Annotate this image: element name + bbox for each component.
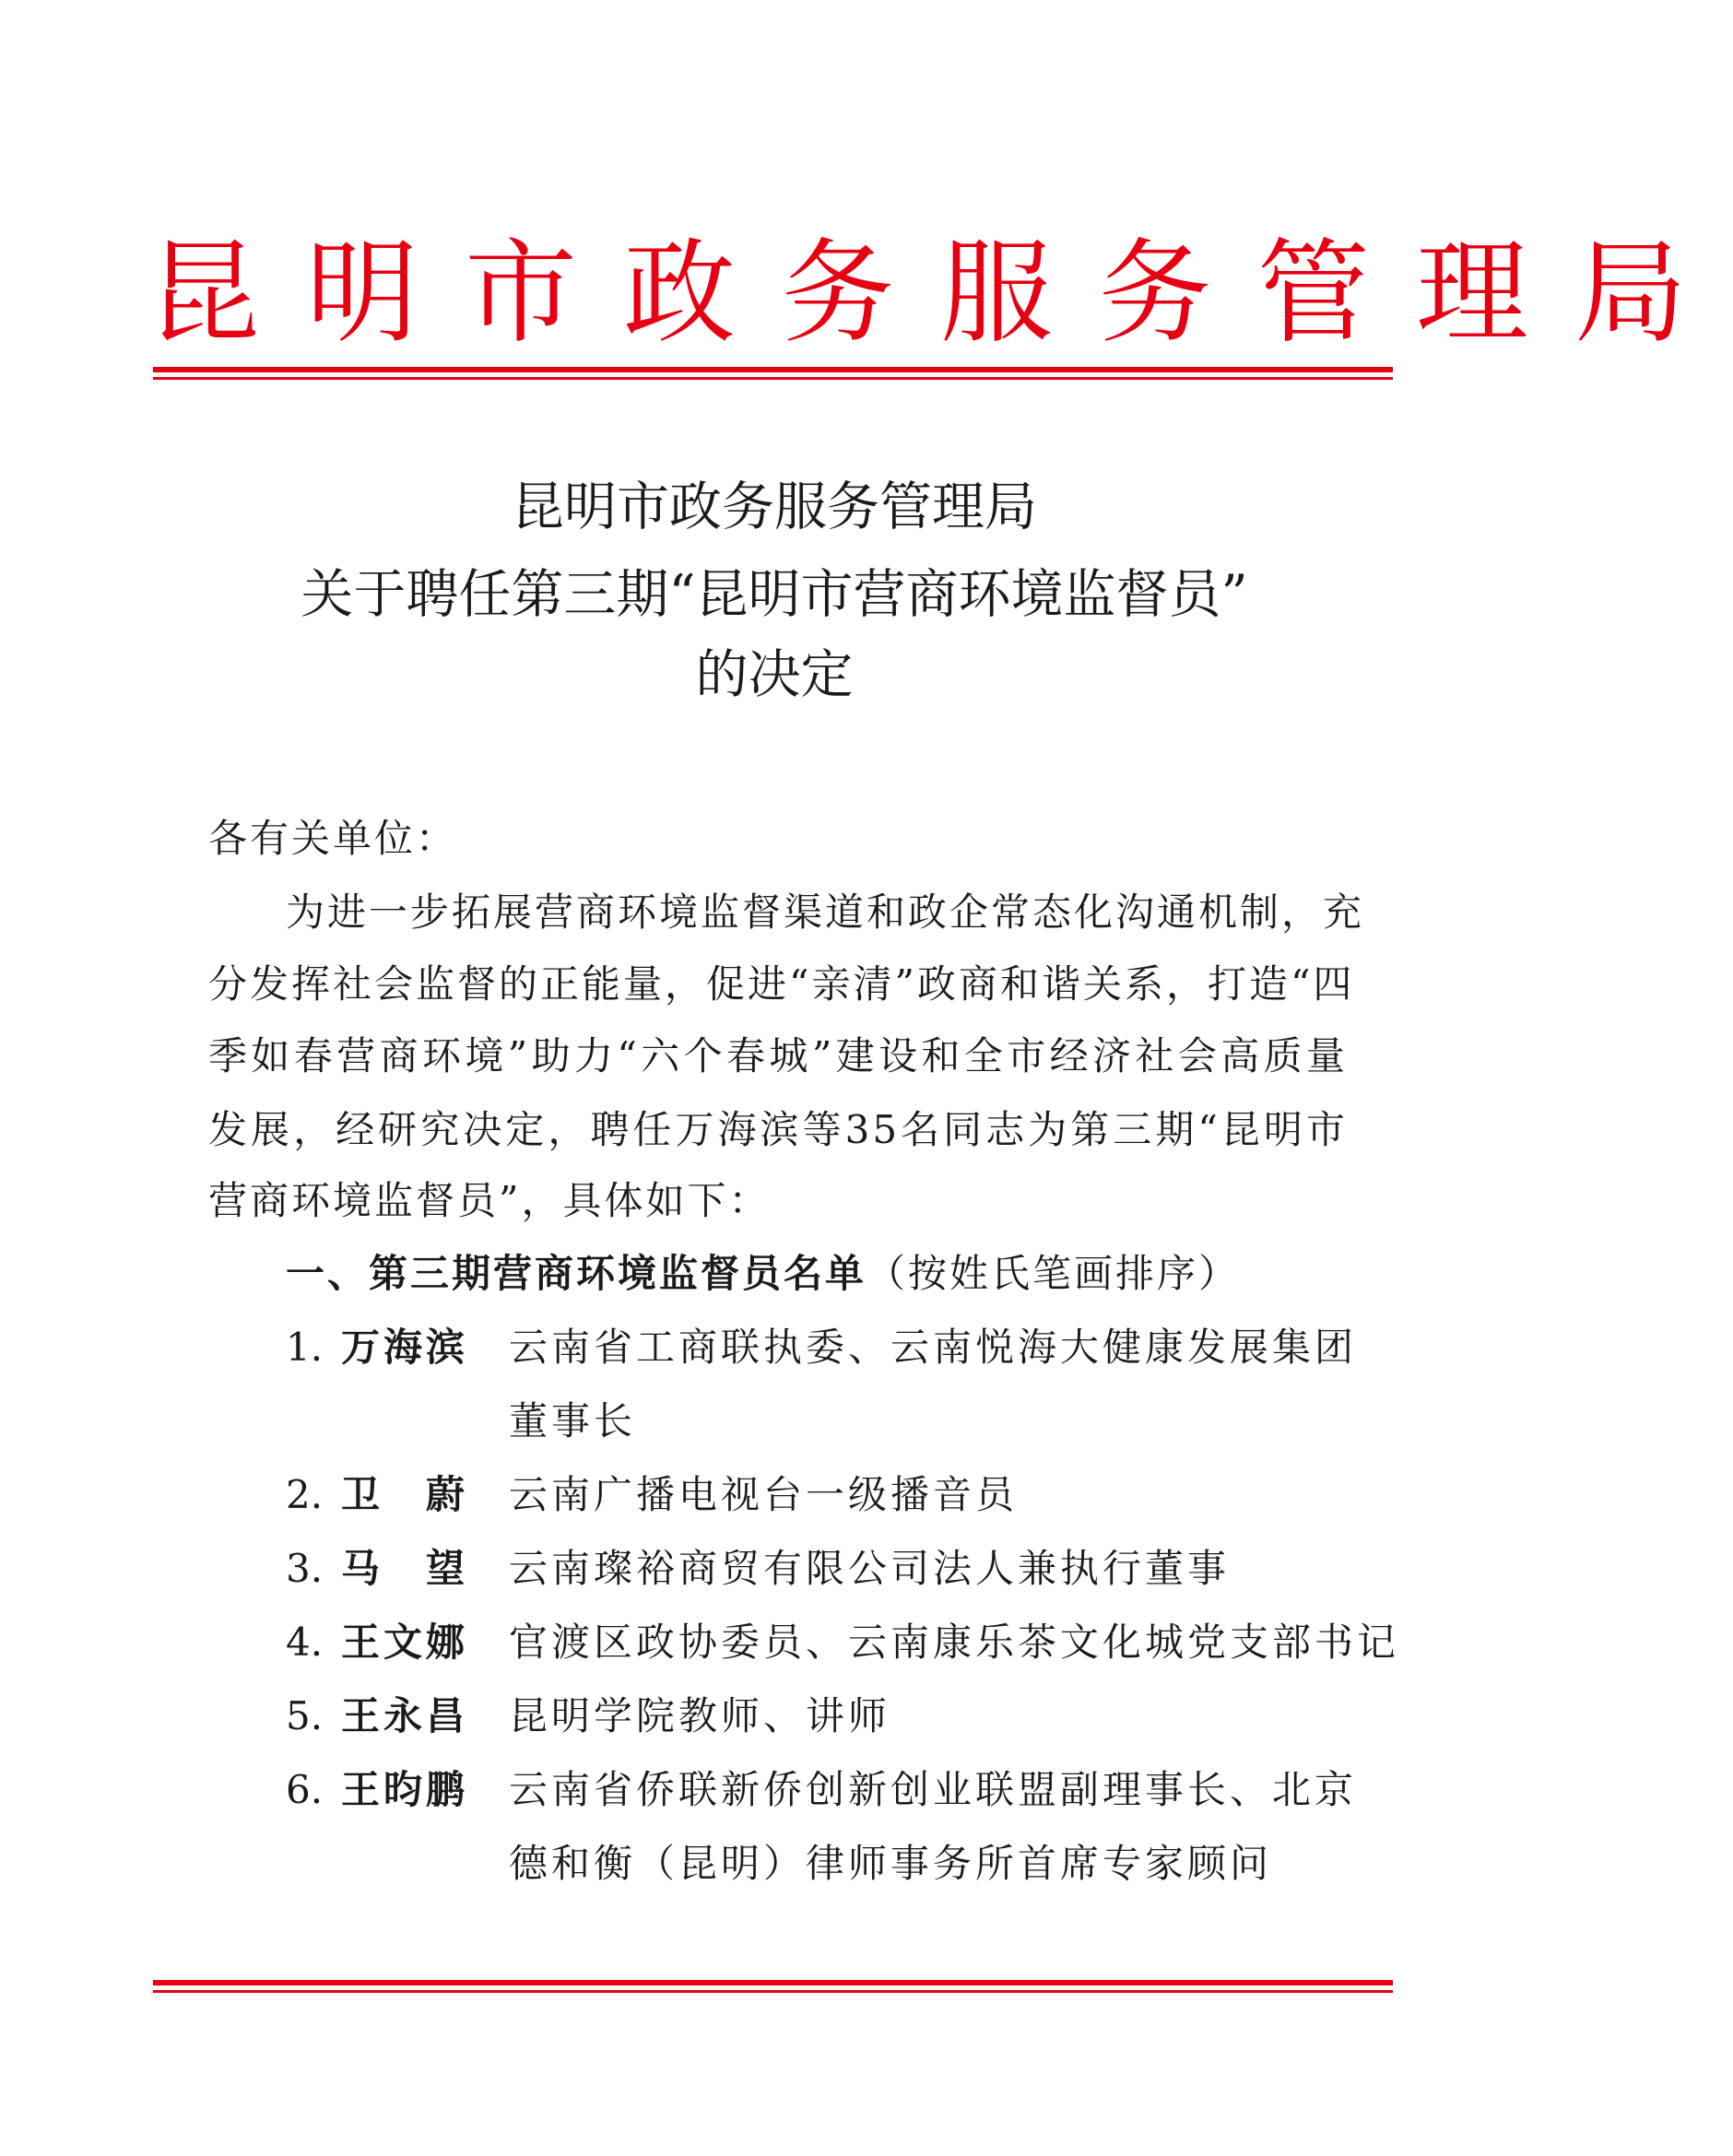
paragraph-line-3: 季如春营商环境”助力“六个春城”建设和全市经济社会高质量: [208, 1033, 1348, 1078]
section-heading: 一、第三期营商环境监督员名单: [286, 1251, 867, 1296]
member-number: 2.: [286, 1472, 324, 1517]
member-description-line: 德和衡（昆明）律师事务所首席专家顾问: [509, 1841, 1273, 1886]
masthead-rule-thick: [153, 367, 1393, 372]
member-description-line: 官渡区政协委员、云南康乐茶文化城党支部书记: [509, 1620, 1400, 1665]
paragraph-line-5: 营商环境监督员”，具体如下：: [208, 1178, 771, 1223]
masthead-title: 昆明市政务服务管理局: [147, 228, 1733, 359]
member-number: 5.: [286, 1693, 324, 1738]
paragraph-line-1: 为进一步拓展营商环境监督渠道和政企常态化沟通机制，充: [286, 889, 1365, 935]
member-name: 王昀鹏: [341, 1767, 469, 1812]
member-number: 3.: [286, 1546, 324, 1591]
member-name: 卫 蔚: [341, 1472, 469, 1517]
doc-title-line-1: 昆明市政务服务管理局: [512, 477, 1037, 537]
member-number: 6.: [286, 1767, 324, 1812]
footer-rule-thin: [153, 1990, 1393, 1993]
member-description-line: 云南广播电视台一级播音员: [509, 1472, 1019, 1517]
section-heading-note: （按姓氏笔画排序）: [866, 1251, 1241, 1296]
member-number: 4.: [286, 1620, 324, 1665]
member-number: 1.: [286, 1325, 324, 1370]
salutation: 各有关单位：: [208, 816, 458, 861]
member-description-line: 董事长: [509, 1398, 637, 1443]
member-name: 马 望: [341, 1546, 469, 1591]
doc-title-line-3: 的决定: [695, 644, 854, 705]
member-name: 万海滨: [341, 1325, 469, 1370]
member-description-line: 云南省侨联新侨创新创业联盟副理事长、北京: [509, 1767, 1358, 1812]
member-name: 王文娜: [341, 1620, 469, 1665]
member-description-line: 云南璨裕商贸有限公司法人兼执行董事: [509, 1546, 1231, 1591]
doc-title-line-2: 关于聘任第三期“昆明市营商环境监督员”: [301, 564, 1248, 625]
paragraph-line-2: 分发挥社会监督的正能量，促进“亲清”政商和谐关系，打造“四: [208, 961, 1355, 1007]
member-name: 王永昌: [341, 1693, 469, 1738]
masthead-rule-thin: [153, 377, 1393, 380]
member-description-line: 云南省工商联执委、云南悦海大健康发展集团: [509, 1325, 1358, 1370]
footer-rule-thick: [153, 1980, 1393, 1985]
section-heading-row: [286, 1248, 1240, 1300]
member-description-line: 昆明学院教师、讲师: [509, 1693, 891, 1738]
paragraph-line-4: 发展，经研究决定，聘任万海滨等35名同志为第三期“昆明市: [208, 1107, 1348, 1152]
